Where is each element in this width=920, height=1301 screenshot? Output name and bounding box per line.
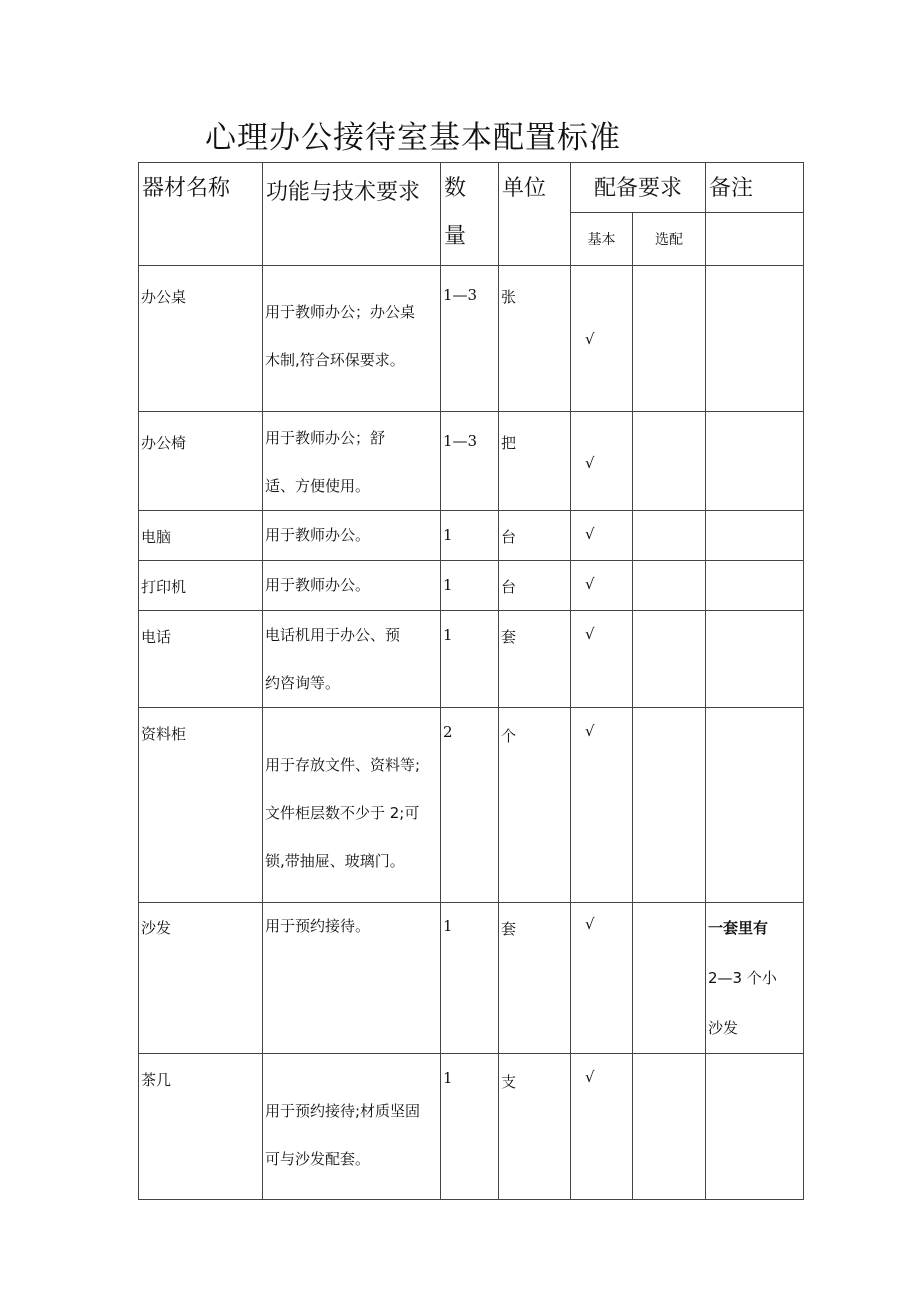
row-qty: 1 — [441, 903, 499, 1054]
desc-line: 用于预约接待;材质坚固 — [265, 1102, 421, 1120]
desc-line: 用于存放文件、资料等; — [265, 756, 421, 774]
desc-line: 文件柜层数不少于 2;可 — [265, 804, 420, 822]
row-note — [706, 266, 804, 412]
table-row — [139, 511, 804, 561]
row-qty: 1 — [441, 611, 499, 708]
desc-line: 木制,符合环保要求。 — [265, 351, 405, 369]
table-row — [139, 412, 804, 511]
row-name: 电话 — [139, 611, 263, 708]
row-desc — [263, 903, 441, 1054]
header-qty-line2: 量 — [444, 224, 467, 249]
header-qty-line1: 数 — [444, 176, 467, 201]
row-unit: 把 — [499, 412, 571, 511]
row-qty: 1—3 — [441, 266, 499, 412]
desc-line: 适、方便使用。 — [265, 477, 371, 495]
table-row — [139, 611, 804, 708]
row-optional — [633, 611, 706, 708]
row-unit: 套 — [499, 903, 571, 1054]
row-desc — [263, 266, 441, 412]
row-name: 资料柜 — [139, 708, 263, 903]
row-note — [706, 511, 804, 561]
row-basic-check: √ — [571, 708, 633, 903]
row-name: 沙发 — [139, 903, 263, 1054]
row-note — [706, 561, 804, 611]
row-desc — [263, 708, 441, 903]
header-config: 配备要求 — [571, 163, 706, 213]
row-qty: 2 — [441, 708, 499, 903]
row-basic-check: √ — [571, 1054, 633, 1200]
header-name: 器材名称 — [139, 163, 263, 266]
desc-line: 约咨询等。 — [265, 674, 341, 692]
header-note-blank — [706, 213, 804, 266]
row-unit: 个 — [499, 708, 571, 903]
row-name: 电脑 — [139, 511, 263, 561]
header-qty — [441, 163, 499, 266]
row-desc — [263, 1054, 441, 1200]
row-basic-check: √ — [571, 611, 633, 708]
table-row — [139, 561, 804, 611]
row-optional — [633, 266, 706, 412]
note-line: 2—3 个小 — [708, 969, 777, 987]
desc-line: 电话机用于办公、预 — [265, 626, 401, 644]
table-row — [139, 1054, 804, 1200]
row-unit: 套 — [499, 611, 571, 708]
row-note — [706, 708, 804, 903]
desc-line: 锁,带抽屉、玻璃门。 — [265, 852, 405, 870]
table-row — [139, 903, 804, 1054]
row-basic-check: √ — [571, 511, 633, 561]
desc-line: 用于教师办公。 — [265, 526, 371, 544]
row-name: 茶几 — [139, 1054, 263, 1200]
header-unit: 单位 — [499, 163, 571, 266]
desc-line: 用于预约接待。 — [265, 917, 371, 935]
row-note — [706, 903, 804, 1054]
desc-line: 用于教师办公；办公桌 — [265, 303, 416, 321]
desc-line: 用于教师办公；舒 — [265, 429, 386, 447]
row-optional — [633, 511, 706, 561]
table-row — [139, 708, 804, 903]
row-name: 办公椅 — [139, 412, 263, 511]
row-qty: 1—3 — [441, 412, 499, 511]
row-unit: 支 — [499, 1054, 571, 1200]
row-qty: 1 — [441, 561, 499, 611]
header-func: 功能与技术要求 — [263, 163, 441, 266]
row-unit: 台 — [499, 561, 571, 611]
table-row — [139, 266, 804, 412]
row-desc — [263, 611, 441, 708]
row-optional — [633, 708, 706, 903]
row-desc — [263, 561, 441, 611]
row-optional — [633, 561, 706, 611]
header-note: 备注 — [706, 163, 804, 213]
row-basic-check: √ — [571, 903, 633, 1054]
row-optional — [633, 903, 706, 1054]
row-unit: 张 — [499, 266, 571, 412]
row-note — [706, 412, 804, 511]
page-title: 心理办公接待室基本配置标准 — [205, 120, 621, 156]
row-qty: 1 — [441, 1054, 499, 1200]
note-line: 沙发 — [708, 1019, 739, 1037]
header-basic: 基本 — [571, 213, 633, 266]
row-unit: 台 — [499, 511, 571, 561]
row-name: 打印机 — [139, 561, 263, 611]
desc-line: 可与沙发配套。 — [265, 1150, 371, 1168]
note-line: 一套里有 — [708, 919, 769, 937]
desc-line: 用于教师办公。 — [265, 576, 371, 594]
config-table — [138, 162, 804, 1200]
row-note — [706, 611, 804, 708]
row-basic-check: √ — [571, 412, 633, 511]
row-note — [706, 1054, 804, 1200]
header-optional: 选配 — [633, 213, 706, 266]
row-optional — [633, 412, 706, 511]
row-desc — [263, 412, 441, 511]
row-basic-check: √ — [571, 266, 633, 412]
row-optional — [633, 1054, 706, 1200]
row-desc — [263, 511, 441, 561]
row-name: 办公桌 — [139, 266, 263, 412]
row-qty: 1 — [441, 511, 499, 561]
row-basic-check: √ — [571, 561, 633, 611]
